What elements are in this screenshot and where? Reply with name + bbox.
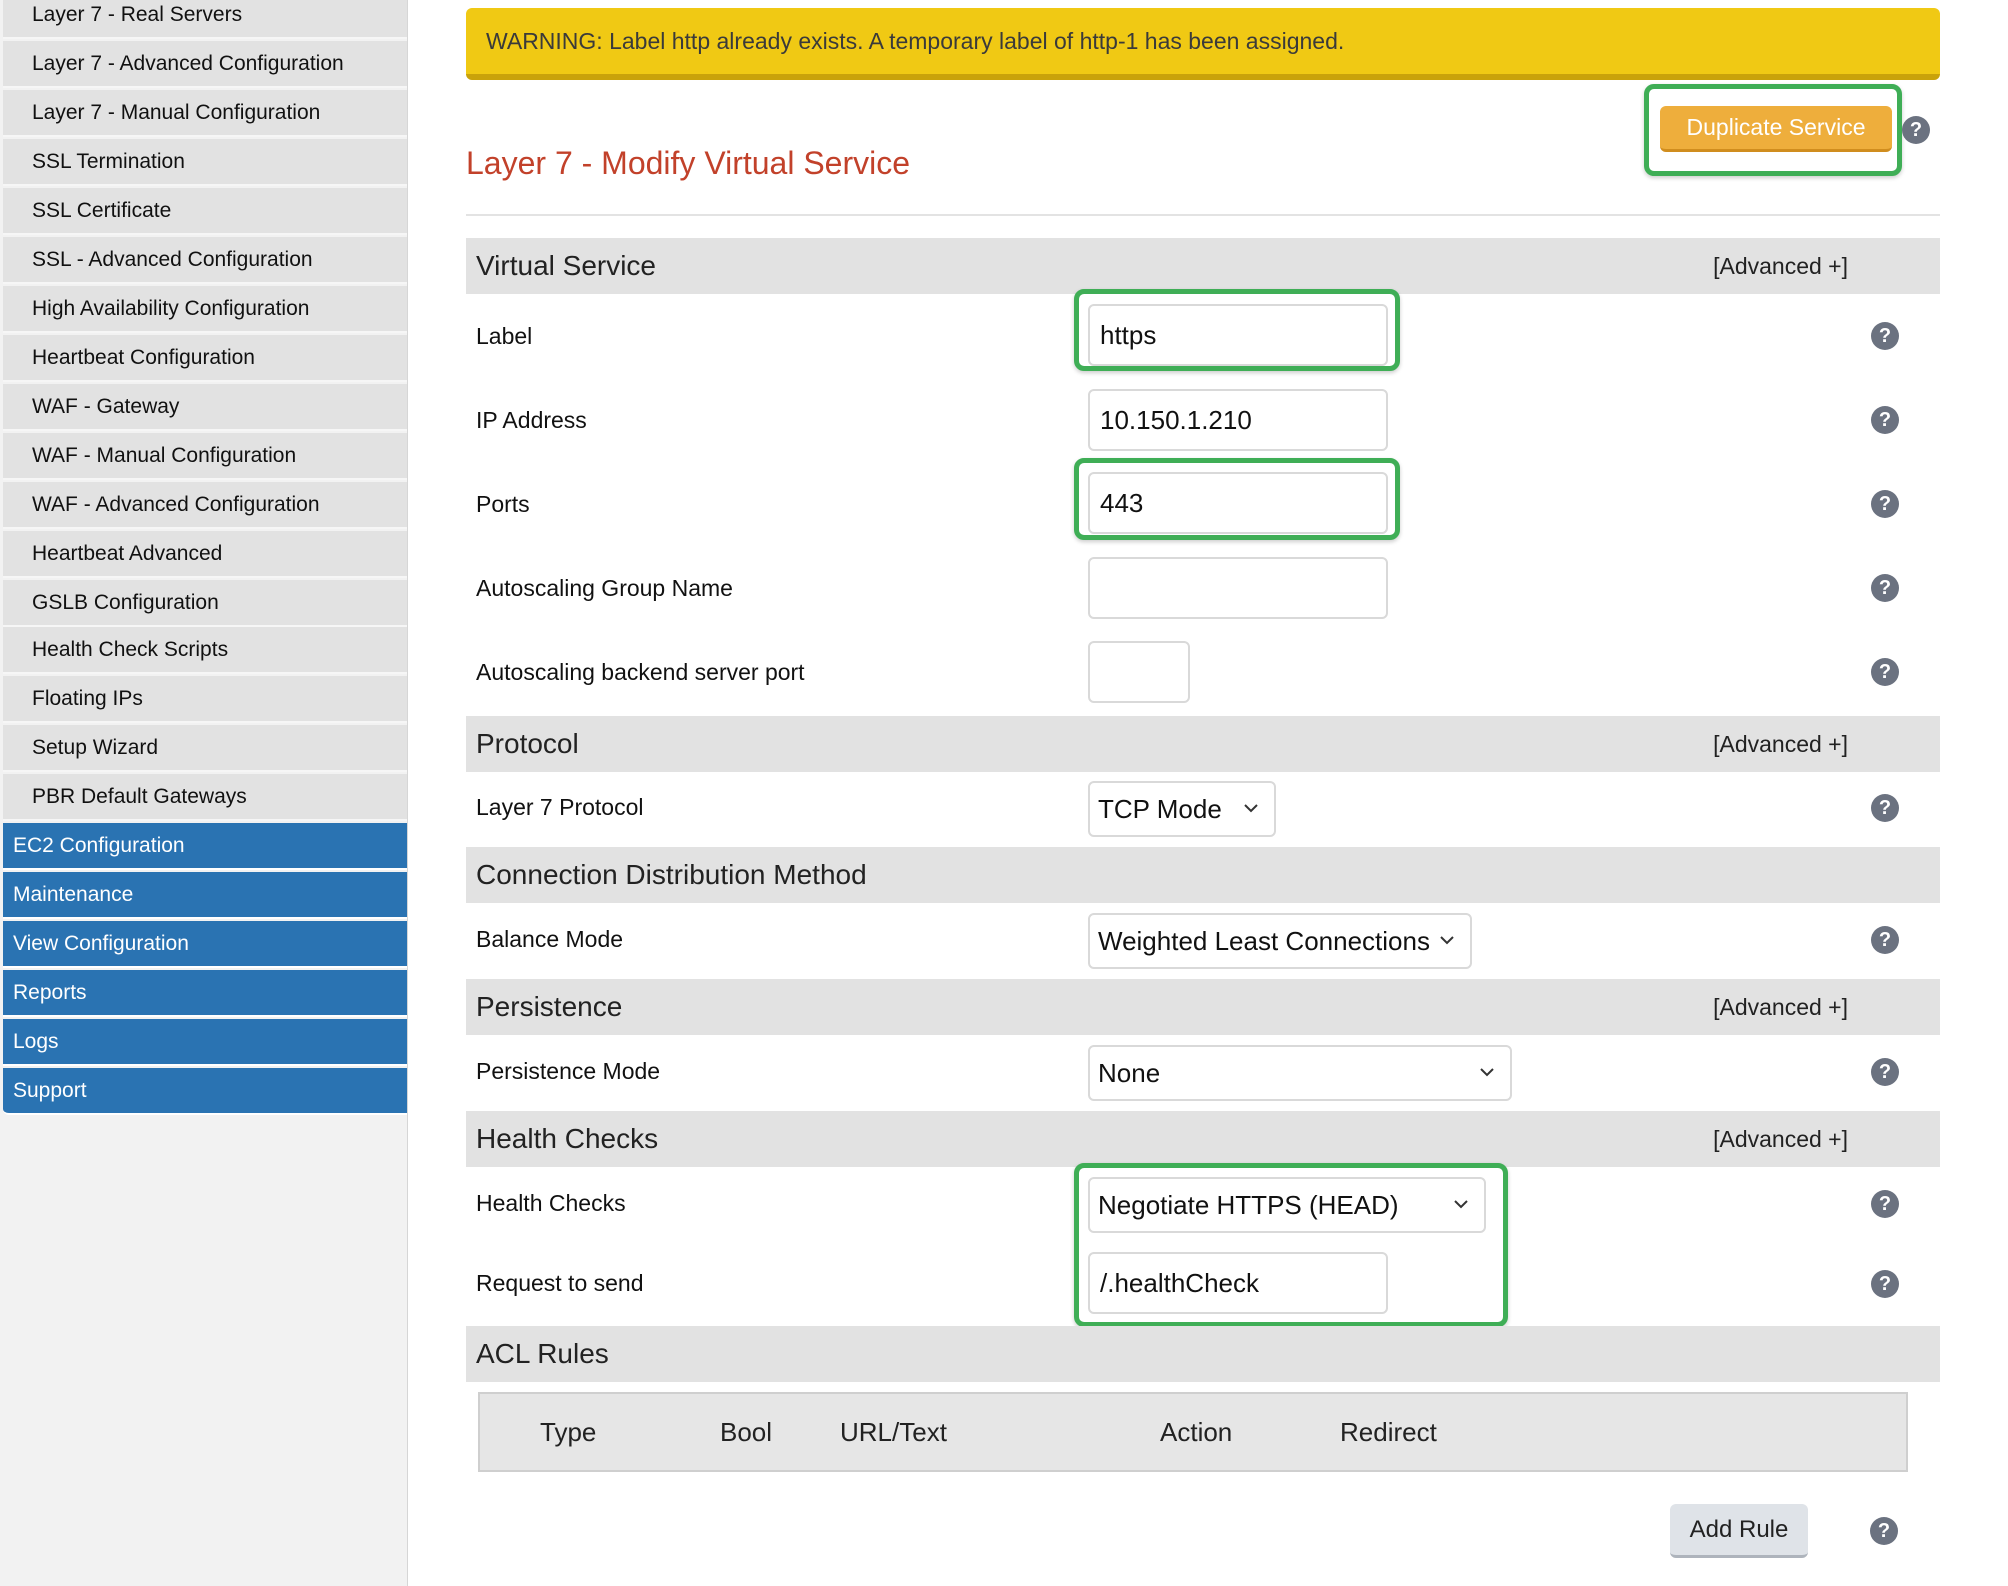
label-field-label: Label [476, 323, 533, 349]
help-icon[interactable]: ? [1871, 574, 1899, 602]
section-title: Connection Distribution Method [476, 859, 867, 890]
select-value: Negotiate HTTPS (HEAD) [1098, 1189, 1399, 1220]
select-value: None [1098, 1057, 1161, 1088]
persistence-mode-select[interactable] [1088, 1045, 1512, 1101]
sidebar-item-logs[interactable] [3, 1019, 407, 1066]
help-icon[interactable]: ? [1871, 322, 1899, 350]
sidebar-item-label: Layer 7 - Real Servers [32, 2, 243, 26]
help-icon[interactable]: ? [1871, 926, 1899, 954]
sidebar-item-waf-advanced-config[interactable] [3, 482, 407, 529]
help-icon[interactable]: ? [1871, 1058, 1899, 1086]
sidebar-item-high-availability[interactable] [3, 286, 407, 333]
select-value: Weighted Least Connections [1098, 925, 1430, 956]
sidebar-item-support[interactable] [3, 1068, 407, 1115]
section-connection-distribution [466, 847, 1940, 903]
sidebar-item-label: SSL Termination [32, 149, 185, 173]
sidebar-nav [0, 0, 408, 1586]
help-icon[interactable]: ? [1870, 1517, 1898, 1545]
sidebar-item-layer7-advanced-config[interactable] [3, 41, 407, 88]
chevron-down-icon [1450, 1193, 1472, 1215]
sidebar-item-label: High Availability Configuration [32, 296, 310, 320]
acl-column-type: Type [540, 1417, 597, 1447]
section-protocol [466, 716, 1940, 772]
sidebar-item-heartbeat-config[interactable] [3, 335, 407, 382]
autoscaling-group-input[interactable] [1088, 557, 1388, 619]
section-persistence [466, 979, 1940, 1035]
health-checks-select[interactable] [1088, 1177, 1486, 1233]
persistence-mode-label: Persistence Mode [476, 1058, 661, 1084]
advanced-toggle[interactable]: [Advanced +] [1713, 994, 1848, 1020]
section-title: Persistence [476, 991, 623, 1022]
section-title: Virtual Service [476, 250, 657, 281]
sidebar-item-ssl-termination[interactable] [3, 139, 407, 186]
help-icon[interactable]: ? [1871, 406, 1899, 434]
sidebar-item-label: Logs [13, 1029, 59, 1053]
sidebar-item-waf-gateway[interactable] [3, 384, 407, 431]
chevron-down-icon [1436, 929, 1458, 951]
sidebar-item-label: View Configuration [13, 931, 189, 955]
sidebar-item-label: GSLB Configuration [32, 590, 219, 614]
sidebar-item-label: WAF - Advanced Configuration [32, 492, 320, 516]
sidebar-item-view-configuration[interactable] [3, 921, 407, 968]
warning-banner [466, 8, 1940, 80]
acl-column-url-text: URL/Text [840, 1417, 947, 1447]
select-value: TCP Mode [1098, 793, 1222, 824]
sidebar-item-layer7-real-servers[interactable] [3, 0, 407, 39]
sidebar-item-label: Setup Wizard [32, 735, 159, 759]
autoscaling-port-input[interactable] [1088, 641, 1190, 703]
section-health-checks [466, 1111, 1940, 1167]
sidebar-item-gslb-config[interactable] [3, 580, 407, 627]
sidebar-item-label: EC2 Configuration [13, 833, 185, 857]
health-checks-label: Health Checks [476, 1190, 626, 1216]
advanced-toggle[interactable]: [Advanced +] [1713, 1126, 1848, 1152]
duplicate-service-button[interactable]: Duplicate Service [1660, 106, 1892, 152]
sidebar-item-ec2-configuration[interactable] [3, 823, 407, 870]
sidebar-item-heartbeat-advanced[interactable] [3, 531, 407, 578]
sidebar-item-label: WAF - Manual Configuration [32, 443, 297, 467]
page-title: Layer 7 - Modify Virtual Service [466, 145, 911, 181]
sidebar-item-label: Floating IPs [32, 686, 143, 710]
ports-label: Ports [476, 491, 530, 517]
help-icon[interactable]: ? [1871, 1190, 1899, 1218]
sidebar-item-label: Heartbeat Configuration [32, 345, 255, 369]
sidebar-item-label: Heartbeat Advanced [32, 541, 223, 565]
sidebar-item-label: SSL Certificate [32, 198, 172, 222]
sidebar-item-label: Layer 7 - Advanced Configuration [32, 51, 344, 75]
help-icon[interactable]: ? [1871, 794, 1899, 822]
acl-column-redirect: Redirect [1340, 1417, 1437, 1447]
sidebar-item-setup-wizard[interactable] [3, 725, 407, 772]
ip-address-label: IP Address [476, 407, 587, 433]
add-rule-button[interactable]: Add Rule [1670, 1504, 1808, 1558]
section-virtual-service [466, 238, 1940, 294]
ports-input[interactable] [1088, 472, 1388, 534]
section-title: Health Checks [476, 1123, 659, 1154]
sidebar-item-label: Layer 7 - Manual Configuration [32, 100, 321, 124]
help-icon[interactable]: ? [1871, 1270, 1899, 1298]
chevron-down-icon [1476, 1061, 1498, 1083]
acl-rules-table [478, 1392, 1908, 1472]
advanced-toggle[interactable]: [Advanced +] [1713, 731, 1848, 757]
help-icon[interactable]: ? [1871, 490, 1899, 518]
section-title: Protocol [476, 728, 579, 759]
sidebar-item-label: WAF - Gateway [32, 394, 180, 418]
advanced-toggle[interactable]: [Advanced +] [1713, 253, 1848, 279]
warning-text: WARNING: Label http already exists. A temporary label of http-1 has been assigned. [486, 27, 1345, 54]
acl-column-bool: Bool [720, 1417, 773, 1447]
layer7-protocol-label: Layer 7 Protocol [476, 794, 644, 820]
request-to-send-input[interactable] [1088, 1252, 1388, 1314]
divider [466, 214, 1940, 216]
ip-address-input[interactable] [1088, 389, 1388, 451]
sidebar-item-ssl-advanced-config[interactable] [3, 237, 407, 284]
autoscaling-group-label: Autoscaling Group Name [476, 575, 733, 601]
section-title: ACL Rules [476, 1338, 609, 1369]
label-input[interactable] [1088, 304, 1388, 366]
autoscaling-port-label: Autoscaling backend server port [476, 659, 805, 685]
help-icon[interactable]: ? [1871, 658, 1899, 686]
balance-mode-select[interactable] [1088, 913, 1472, 969]
sidebar-item-maintenance[interactable] [3, 872, 407, 919]
balance-mode-label: Balance Mode [476, 926, 624, 952]
sidebar-item-layer7-manual-config[interactable] [3, 90, 407, 137]
sidebar-item-pbr-default-gateways[interactable] [3, 774, 407, 821]
sidebar-item-health-check-scripts[interactable] [3, 627, 407, 674]
sidebar-item-reports[interactable] [3, 970, 407, 1017]
sidebar-item-label: PBR Default Gateways [32, 784, 247, 808]
sidebar-item-label: Maintenance [13, 882, 134, 906]
sidebar-item-label: Reports [13, 980, 87, 1004]
sidebar-item-label: Support [13, 1078, 87, 1102]
layer7-protocol-select[interactable] [1088, 781, 1276, 837]
request-to-send-label: Request to send [476, 1270, 644, 1296]
sidebar-item-label: Health Check Scripts [32, 637, 229, 661]
section-acl-rules [466, 1326, 1940, 1382]
sidebar-item-ssl-certificate[interactable] [3, 188, 407, 235]
sidebar-item-waf-manual-config[interactable] [3, 433, 407, 480]
sidebar-item-label: SSL - Advanced Configuration [32, 247, 313, 271]
acl-column-action: Action [1160, 1417, 1233, 1447]
help-icon[interactable]: ? [1902, 116, 1930, 144]
sidebar-item-floating-ips[interactable] [3, 676, 407, 723]
chevron-down-icon [1240, 797, 1262, 819]
